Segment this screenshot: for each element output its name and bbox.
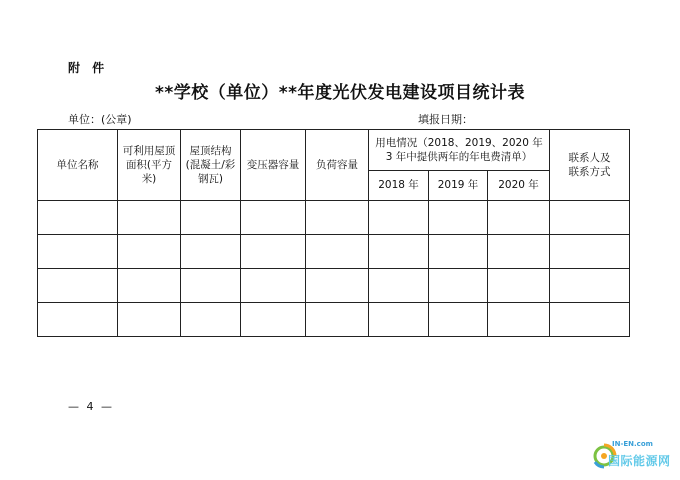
header-roof-area: 可利用屋顶面积(平方米) [118,130,181,201]
page-number: — 4 — [68,400,114,413]
header-power-usage: 用电情况（2018、2019、2020 年 3 年中提供两年的年电费清单） [369,130,550,171]
table-cell[interactable] [181,235,241,269]
table-cell[interactable] [38,303,118,337]
header-contact: 联系人及 联系方式 [550,130,630,201]
table-row [38,303,630,337]
table-cell[interactable] [181,201,241,235]
table-row [38,201,630,235]
watermark [590,438,674,474]
table-cell[interactable] [306,201,369,235]
table-cell[interactable] [241,303,306,337]
fill-date-label: 填报日期： [418,113,473,126]
header-year-2020: 2020 年 [488,171,550,201]
table-row [38,235,630,269]
table-cell[interactable] [369,269,429,303]
statistics-table [37,129,630,337]
table-header-row [38,130,630,171]
watermark-brand-cn: 国际能源网 [608,454,671,468]
table-cell[interactable] [118,269,181,303]
table-cell[interactable] [369,235,429,269]
table-cell[interactable] [488,303,550,337]
table-cell[interactable] [550,303,630,337]
table-cell[interactable] [550,201,630,235]
table-cell[interactable] [369,201,429,235]
table-cell[interactable] [369,303,429,337]
table-cell[interactable] [181,303,241,337]
table-cell[interactable] [429,201,488,235]
table-cell[interactable] [241,269,306,303]
table-cell[interactable] [306,235,369,269]
header-load-capacity: 负荷容量 [306,130,369,201]
table-cell[interactable] [241,201,306,235]
table-cell[interactable] [550,269,630,303]
table-cell[interactable] [38,269,118,303]
table-cell[interactable] [488,235,550,269]
watermark-brand-en: IN-EN.com [612,440,653,448]
table-cell[interactable] [306,303,369,337]
table-cell[interactable] [181,269,241,303]
document-title: **学校（单位）**年度光伏发电建设项目统计表 [154,83,526,103]
table-cell[interactable] [241,235,306,269]
header-unit-name: 单位名称 [38,130,118,201]
table-cell[interactable] [118,201,181,235]
table-cell[interactable] [429,269,488,303]
table-cell[interactable] [550,235,630,269]
header-year-2018: 2018 年 [369,171,429,201]
unit-seal-label: 单位：(公章) [68,113,132,126]
table-cell[interactable] [118,235,181,269]
table-row [38,269,630,303]
attachment-label: 附 件 [68,61,109,75]
header-year-2019: 2019 年 [429,171,488,201]
table-cell[interactable] [118,303,181,337]
table-cell[interactable] [429,235,488,269]
table-cell[interactable] [306,269,369,303]
header-roof-structure: 屋顶结构(混凝土/彩钢瓦) [181,130,241,201]
table-cell[interactable] [429,303,488,337]
table-cell[interactable] [38,201,118,235]
table-cell[interactable] [488,201,550,235]
header-transformer-capacity: 变压器容量 [241,130,306,201]
table-cell[interactable] [38,235,118,269]
table-cell[interactable] [488,269,550,303]
